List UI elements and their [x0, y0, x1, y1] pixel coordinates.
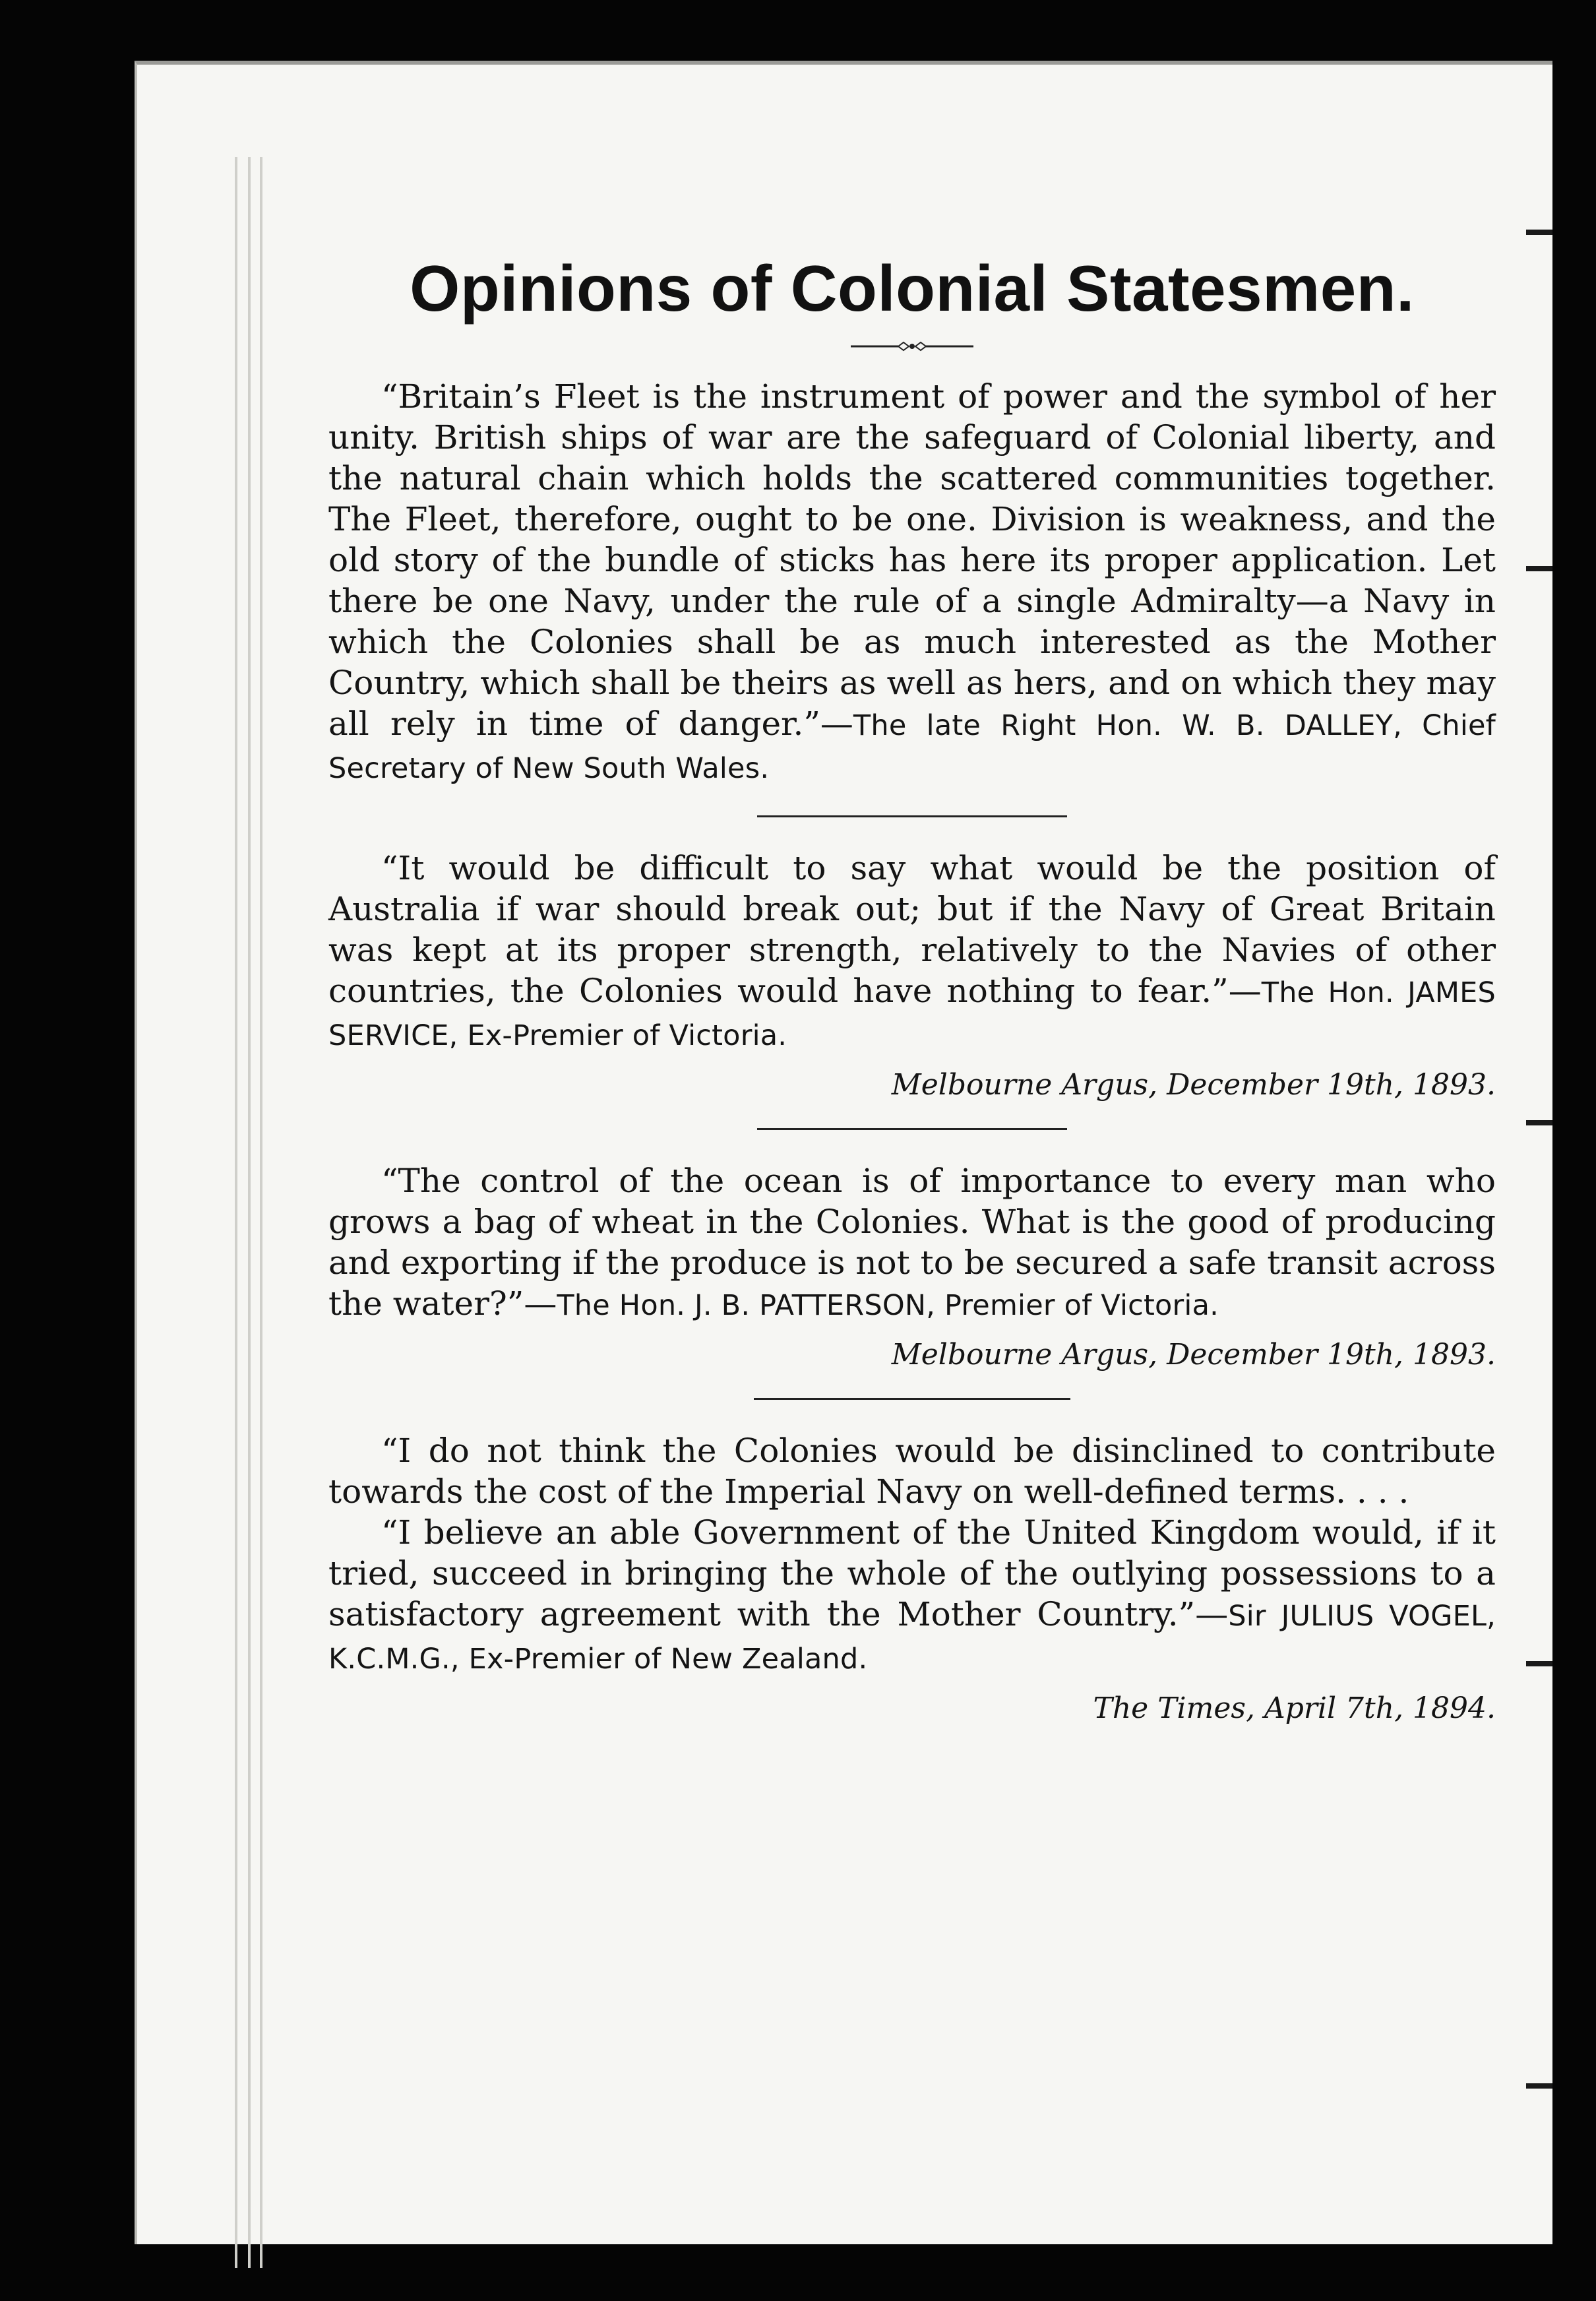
quote-text: “The control of the ocean is of importance to every man who grows a bag of wheat in the Colonies. What is the good of producing and exporting if the produce is not to be secured a safe transit across the water?”—	[328, 1162, 1496, 1323]
quote-text: “I believe an able Government of the United Kingdom would, if it tried, succeed in bringing the whole of the outlying possessions to a satisfactory agreement with the Mother Country.”—	[328, 1513, 1496, 1633]
binding-tab	[1526, 1661, 1552, 1666]
quote-service	[328, 848, 1496, 1056]
quote-source: Melbourne Argus, December 19th, 1893.	[891, 1338, 1496, 1371]
quote-text: “It would be difficult to say what would be the position of Australia if war should break out; but if the Navy of Great Britain was kept at its proper strength, relatively to the Navies of other countries, the Colonies would have nothing to fear.”—	[328, 849, 1496, 1010]
page-edge	[235, 157, 237, 2268]
quote-source: The Times, April 7th, 1894.	[1093, 1691, 1496, 1725]
page-title: Opinions of Colonial Statesmen.	[410, 252, 1415, 325]
ornament-divider-icon	[851, 340, 973, 352]
quote-attribution: Sir JULIUS VOGEL, K.C.M.G., Ex-Premier of New Zealand.	[328, 1600, 1496, 1676]
section-divider	[757, 1128, 1067, 1130]
binding-tab	[1526, 566, 1552, 571]
section-divider	[754, 1398, 1070, 1400]
quote-patterson	[328, 1160, 1496, 1326]
quote-attribution: The late Right Hon. W. B. DALLEY, Chief Secretary of New South Wales.	[328, 709, 1496, 785]
document-content	[328, 252, 1496, 1725]
quote-vogel-part2	[328, 1512, 1496, 1680]
quote-vogel-part1	[328, 1430, 1496, 1512]
document-page	[135, 61, 1552, 2244]
binding-tab	[1526, 2083, 1552, 2089]
quote-attribution: The Hon. JAMES SERVICE, Ex-Premier of Victoria.	[328, 976, 1496, 1052]
quote-attribution: The Hon. J. B. PATTERSON, Premier of Victoria.	[557, 1289, 1219, 1322]
quote-text: “Britain’s Fleet is the instrument of power and the symbol of her unity. British ships of war are the safeguard of Colonial liberty, and the natural chain which holds the scattered communities together. The Fleet, therefore, ought to be one. Division is weakness, and the old story of the bundle of sticks has here its proper application. Let there be one Navy, under the rule of a single Admiralty—a Navy in which the Colonies shall be as much interested as the Mother Country, which shall be theirs as well as hers, and on which they may all rely in time of danger.”—	[328, 377, 1496, 743]
quote-dalley	[328, 376, 1496, 789]
page-edge	[248, 157, 251, 2268]
binding-tab	[1526, 1120, 1552, 1125]
section-divider	[757, 815, 1067, 817]
quote-source: Melbourne Argus, December 19th, 1893.	[891, 1068, 1496, 1102]
binding-tab	[1526, 230, 1552, 235]
page-edge	[260, 157, 262, 2268]
quote-text: “I do not think the Colonies would be disinclined to contribute towards the cost of the Imperial Navy on well-defined terms. . . .	[328, 1432, 1496, 1511]
